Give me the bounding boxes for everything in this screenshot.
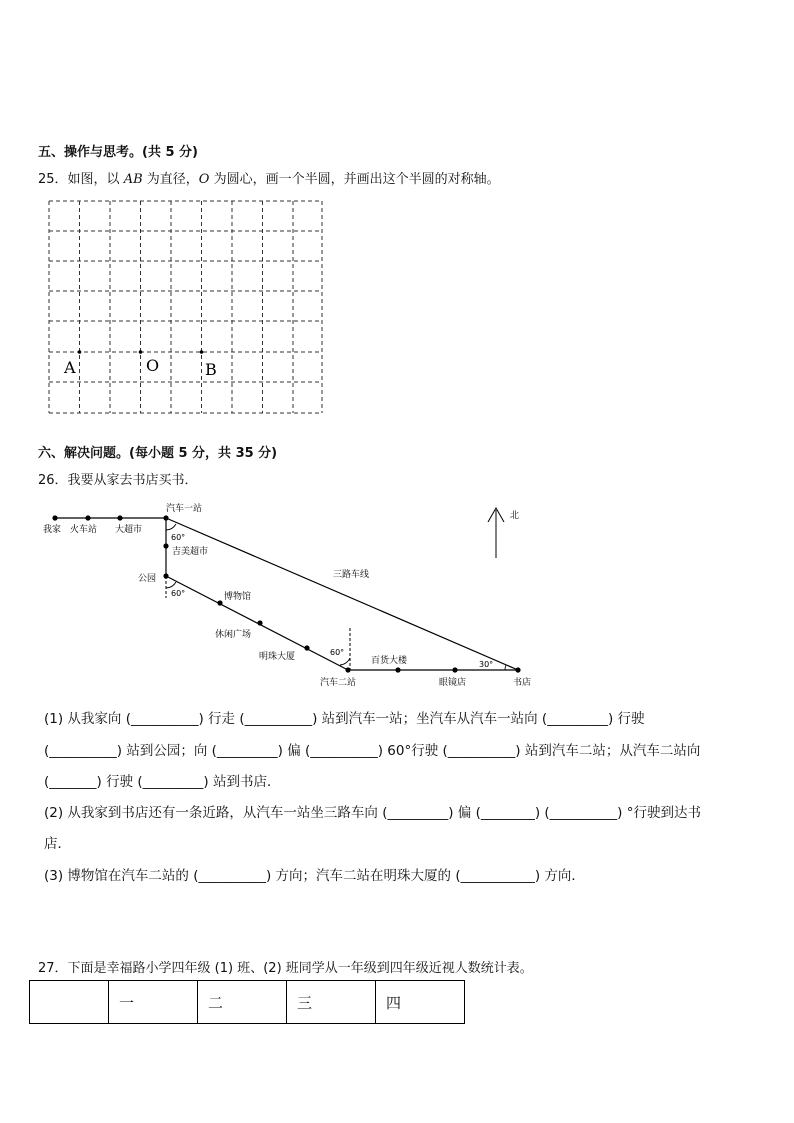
dot-bus-stop1	[163, 515, 168, 520]
table-header-cell: 四	[376, 981, 465, 1024]
q26-title: 26．我要从家去书店买书．	[38, 473, 198, 488]
north-label: 北	[510, 511, 520, 521]
label-bus-stop2: 汽车二站	[320, 678, 357, 688]
q26-line-5: 店．	[44, 836, 71, 852]
angle-60-c: 60°	[330, 648, 345, 657]
section5-heading: 五、操作与思考。(共 5 分)	[38, 145, 198, 160]
label-jimei: 吉美超市	[172, 547, 209, 557]
q26-line-4: (2) 从我家到书店还有一条近路，从汽车一站坐三路车向 (_________) 偏 (________) (__________) °行驶到达书	[44, 805, 701, 821]
dot-park	[163, 573, 168, 578]
angle-60-b: 60°	[171, 589, 186, 598]
q25-text-before: 如图，以	[67, 172, 124, 187]
q25-number: 25．	[38, 172, 68, 187]
label-leisure-square: 休闲广场	[215, 630, 252, 640]
dot-jimei	[163, 543, 168, 548]
section6-heading: 六、解决问题。(每小题 5 分，共 35 分)	[38, 446, 278, 461]
dashed-grid	[0, 0, 794, 430]
label-bus-stop1: 汽车一站	[166, 504, 203, 514]
label-museum: 博物馆	[224, 592, 252, 602]
q27-title: 27．下面是幸福路小学四年级 (1) 班、(2) 班同学从一年级到四年级近视人数统计表。	[38, 961, 533, 976]
q26-line-6: (3) 博物馆在汽车二站的 (__________) 方向；汽车二站在明珠大厦的 (___________) 方向．	[44, 868, 585, 884]
q25-ab: AB	[123, 172, 143, 187]
dot-train-station	[85, 515, 90, 520]
q25-text-mid: 为直径，	[142, 172, 199, 187]
label-home: 我家	[43, 525, 62, 535]
label-dept-store: 百货大楼	[371, 656, 408, 666]
dot-optician	[452, 667, 457, 672]
table-header-row	[30, 981, 465, 1024]
route-map	[0, 490, 794, 690]
point-b	[200, 350, 204, 354]
q25-text-after: 为圆心，画一个半圆，并画出这个半圆的对称轴。	[209, 172, 500, 187]
dot-leisure-square	[257, 620, 262, 625]
q26-line-1: (1) 从我家向 (__________) 行走 (__________) 站到汽车一站；坐汽车从汽车一站向 (_________) 行驶	[44, 711, 645, 727]
dot-supermarket	[117, 515, 122, 520]
label-a: A	[64, 358, 76, 377]
label-optician: 眼镜店	[439, 678, 467, 688]
angle-60-a: 60°	[171, 533, 186, 542]
angle-30: 30°	[479, 660, 494, 669]
dot-pearl-building	[304, 645, 309, 650]
point-o	[139, 350, 143, 354]
label-park: 公园	[138, 574, 157, 584]
dot-bookstore	[515, 667, 520, 672]
q25-o: O	[198, 172, 210, 187]
label-pearl-building: 明珠大厦	[259, 652, 296, 662]
table-header-cell: 一	[109, 981, 198, 1024]
label-b: B	[205, 360, 217, 379]
q26-line-2: (__________) 站到公园；向 (_________) 偏 (__________) 60°行驶 (__________) 站到汽车二站；从汽车二站向	[44, 743, 701, 759]
dot-home	[52, 515, 57, 520]
vision-stats-table	[29, 980, 465, 1024]
dot-dept-store	[395, 667, 400, 672]
label-o: O	[146, 356, 160, 375]
dot-museum	[217, 600, 222, 605]
table-header-cell	[30, 981, 109, 1024]
table-header-cell: 二	[198, 981, 287, 1024]
table-header-cell: 三	[287, 981, 376, 1024]
label-train-station: 火车站	[70, 525, 98, 535]
q26-line-3: (_______) 行驶 (_________) 站到书店．	[44, 774, 281, 790]
dot-bus-stop2	[345, 667, 350, 672]
label-bookstore: 书店	[513, 678, 532, 688]
point-a	[78, 350, 82, 354]
north-arrow	[488, 508, 519, 558]
label-supermarket: 大超市	[115, 525, 143, 535]
label-route3: 三路车线	[333, 570, 370, 580]
